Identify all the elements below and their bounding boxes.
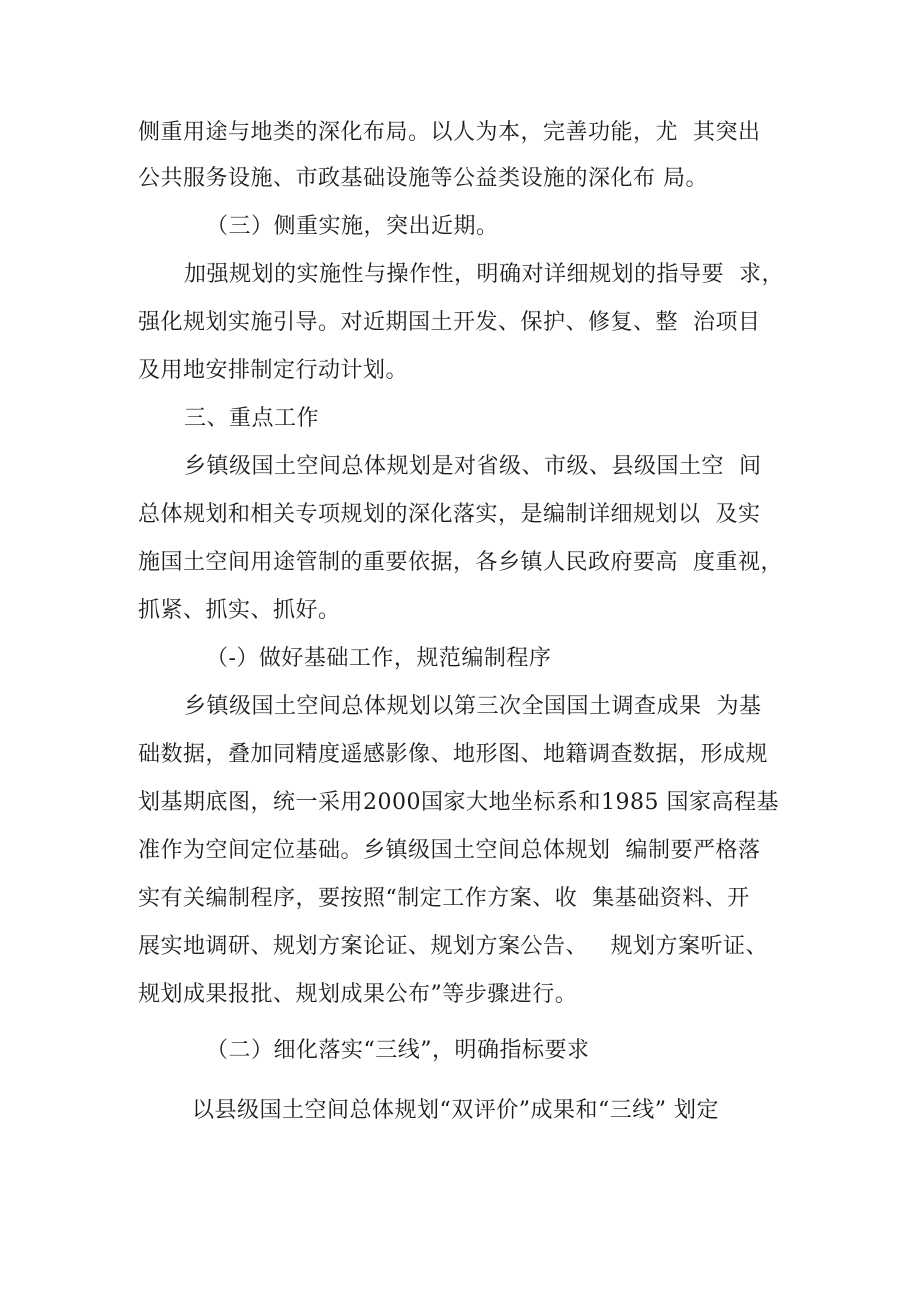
- text-line-10: 施国土空间用途管制的重要依据，各乡镇人民政府要高 度重视，: [138, 550, 783, 575]
- section-heading-1: （-）做好基础工作，规范编制程序: [206, 646, 552, 671]
- text-line-15: 划基期底图，统一采用2000国家大地坐标系和1985 国家高程基: [138, 790, 779, 815]
- text-line-9: 总体规划和相关专项规划的深化落实，是编制详细规划以 及实: [138, 502, 761, 527]
- text-line-18: 展实地调研、规划方案论证、规划方案公告、 规划方案听证、: [138, 934, 768, 959]
- section-heading-2: （二）细化落实“三线”，明确指标要求: [206, 1038, 590, 1063]
- text-line-16: 准作为空间定位基础。乡镇级国土空间总体规划 编制要严格落: [138, 838, 761, 863]
- text-line-19: 规划成果报批、规划成果公布”等步骤进行。: [138, 982, 578, 1007]
- text-line-11: 抓紧、抓实、抓好。: [138, 598, 341, 623]
- text-line-6: 及用地安排制定行动计划。: [138, 358, 409, 383]
- text-line-2: 公共服务设施、市政基础设施等公益类设施的深化布 局。: [138, 166, 708, 191]
- text-line-4: 加强规划的实施性与操作性，明确对详细规划的指导要 求，: [184, 262, 784, 287]
- text-line-21: 以县级国土空间总体规划“双评价”成果和“三线” 划定: [192, 1098, 719, 1123]
- text-line-17: 实有关编制程序，要按照“制定工作方案、收 集基础资料、开: [138, 886, 750, 911]
- text-line-13: 乡镇级国土空间总体规划以第三次全国国土调查成果 为基: [184, 694, 762, 719]
- section-heading-key-work: 三、重点工作: [184, 406, 320, 431]
- text-line-1: 侧重用途与地类的深化布局。以人为本，完善功能，尤 其突出: [138, 120, 761, 145]
- text-line-5: 强化规划实施引导。对近期国土开发、保护、修复、整 治项目: [138, 310, 761, 335]
- text-line-8: 乡镇级国土空间总体规划是对省级、市级、县级国土空 间: [184, 454, 762, 479]
- text-line-14: 础数据，叠加同精度遥感影像、地形图、地籍调查数据，形成规: [138, 742, 769, 767]
- section-heading-3: （三）侧重实施，突出近期。: [206, 214, 499, 239]
